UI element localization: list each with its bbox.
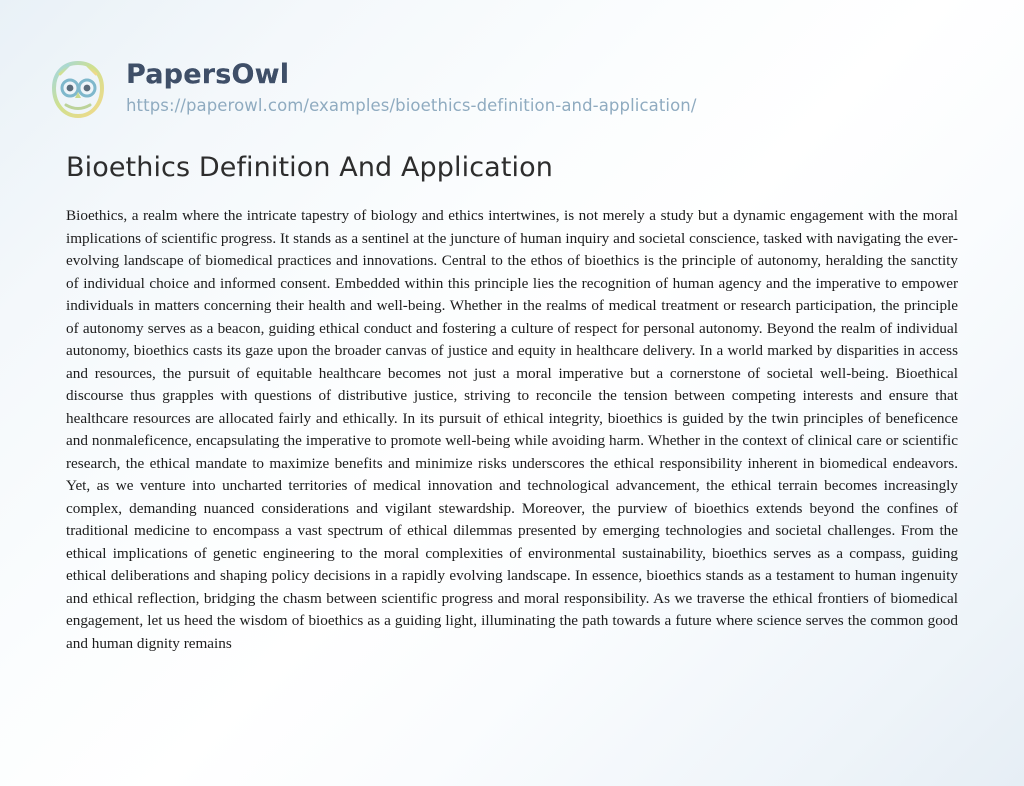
page-title: Bioethics Definition And Application (66, 152, 553, 183)
brand-block (126, 56, 697, 115)
site-header (18, 14, 1006, 122)
source-url[interactable]: https://paperowl.com/examples/bioethics-definition-and-application/ (126, 95, 697, 115)
brand-name: PapersOwl (126, 60, 697, 90)
document-body-text: Bioethics, a realm where the intricate tapestry of biology and ethics intertwines, is not merely a study but a dynamic engagement with the moral implications of scientific progress. It stands as a sentinel at the juncture of human inquiry and societal conscience, tasked with navigating the ever-evolving landscape of biomedical practices and innovations. Central to the ethos of bioethics is the principle of autonomy, heralding the sanctity of individual choice and informed consent. Embedded within this principle lies the recognition of human agency and the imperative to empower individuals in matters concerning their health and well-being. Whether in the realms of medical treatment or research participation, the principle of autonomy serves as a beacon, guiding ethical conduct and fostering a culture of respect for personal autonomy. Beyond the realm of individual autonomy, bioethics casts its gaze upon the broader canvas of justice and equity in healthcare delivery. In a world marked by disparities in access and resources, the pursuit of equitable healthcare becomes not just a moral imperative but a cornerstone of societal well-being. Bioethical discourse thus grapples with questions of distributive justice, striving to reconcile the tension between competing interests and ensure that healthcare resources are allocated fairly and ethically. In its pursuit of ethical integrity, bioethics is guided by the twin principles of beneficence and nonmaleficence, encapsulating the imperative to promote well-being while avoiding harm. Whether in the context of clinical care or scientific research, the ethical mandate to maximize benefits and minimize risks underscores the ethical responsibility inherent in biomedical endeavors. Yet, as we venture into uncharted territories of medical innovation and technological advancement, the ethical terrain becomes increasingly complex, demanding nuanced considerations and vigilant stewardship. Moreover, the purview of bioethics extends beyond the confines of traditional medicine to encompass a vast spectrum of ethical dilemmas presented by emerging technologies and societal challenges. From the ethical implications of genetic engineering to the moral complexities of environmental sustainability, bioethics serves as a compass, guiding ethical deliberations and shaping policy decisions in a rapidly evolving landscape. In essence, bioethics stands as a testament to human ingenuity and ethical reflection, bridging the chasm between scientific progress and moral responsibility. As we traverse the ethical frontiers of biomedical engagement, let us heed the wisdom of bioethics as a guiding light, illuminating the path towards a future where science serves the common good and human dignity remains (66, 207, 958, 652)
document-content (18, 122, 1006, 655)
owl-logo-icon (46, 58, 110, 122)
document-sheet (18, 14, 1006, 772)
